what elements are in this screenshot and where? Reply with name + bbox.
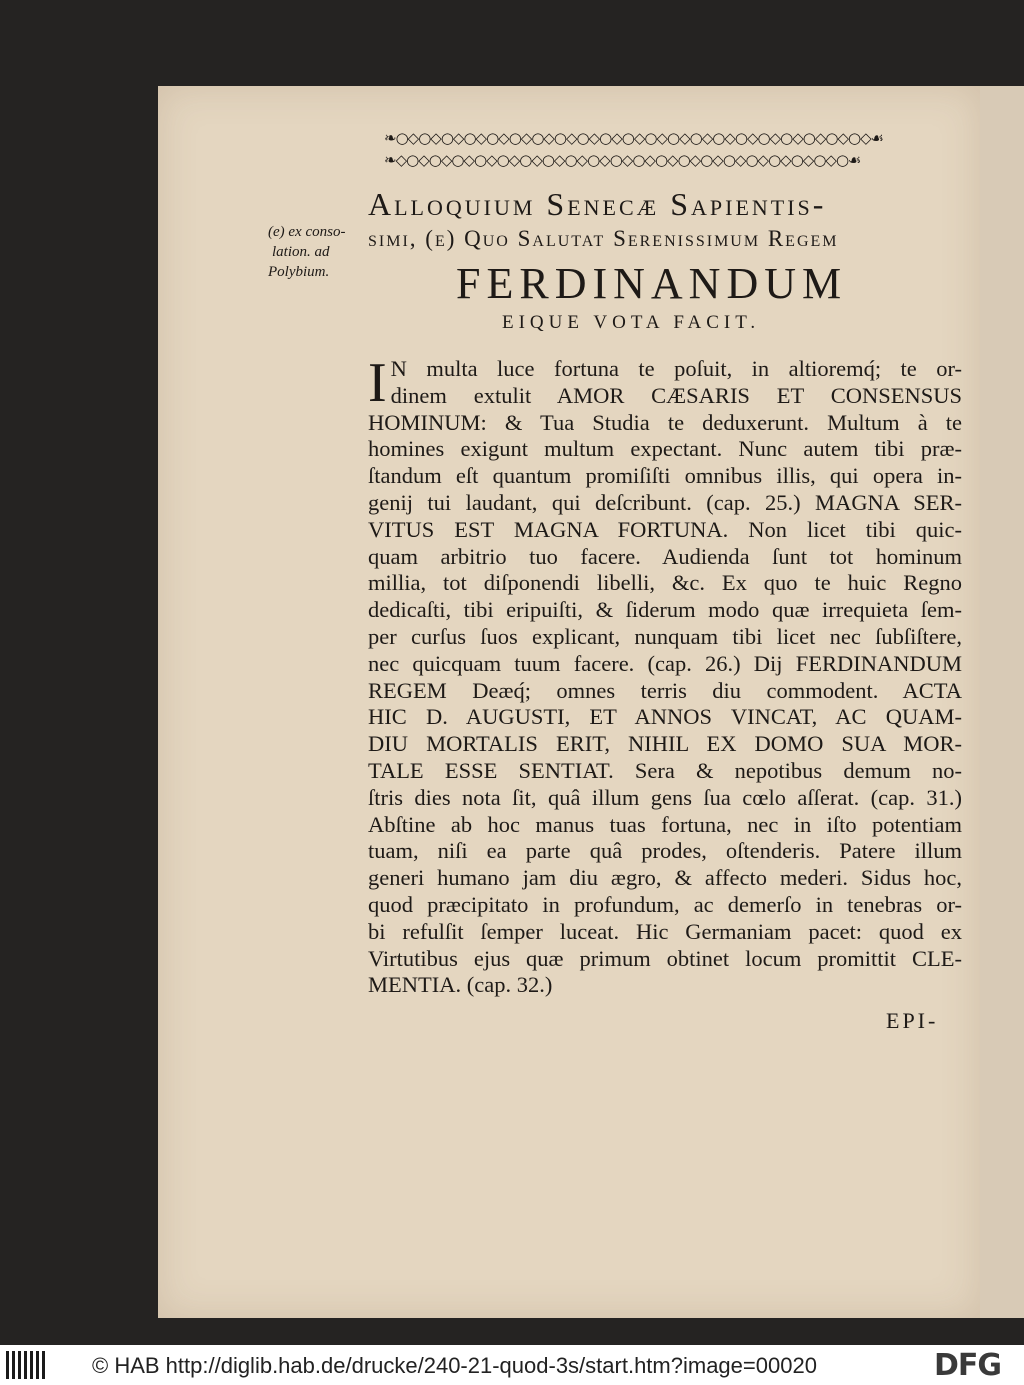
- body-text: [368, 352, 962, 999]
- heading-line-1: Alloquium Senecæ Sapientis-: [368, 186, 827, 222]
- text-line: genij tui laudant, qui deſcribunt. (cap. 25.) MAGNA SER-: [368, 489, 962, 515]
- header-ornament-row-2: ❧◇○◇○◇○◇○◇○◇○◇○◇○◇○◇○◇○◇○◇○◇○◇○◇○◇○◇○◇○◇○☙: [384, 151, 861, 169]
- margin-note-line: lation. ad: [272, 244, 330, 260]
- text-line: REGEM Deæq́; omnes terris diu commodent. ACTA: [368, 677, 962, 703]
- dfg-logo: DFG: [934, 1348, 1002, 1383]
- text-line: quod præcipitato in profundum, ac demerſo in tenebras or-: [368, 891, 962, 917]
- heading-ferdinandum: FERDINANDUM: [456, 259, 848, 308]
- heading-line-4: EIQUE VOTA FACIT.: [502, 312, 761, 333]
- text-line: ſtandum eſt quantum promiſiſti omnibus illis, qui opera in-: [368, 463, 962, 489]
- text-line: homines exigunt multum expectant. Nunc autem tibi præ-: [368, 436, 962, 462]
- text-line: generi humano jam diu ægro, & affecto mederi. Sidus hoc,: [368, 865, 962, 891]
- text-line: bi refulſit ſemper luceat. Hic Germaniam pacet: quod ex: [368, 918, 962, 944]
- text-line: dedicaſti, tibi eripuiſti, & ſiderum modo quæ irrequieta ſem-: [368, 597, 962, 623]
- header-ornament-row-1: ❧○◇○◇○◇○◇○◇○◇○◇○◇○◇○◇○◇○◇○◇○◇○◇○◇○◇○◇○◇○◇○◇☙: [384, 129, 884, 147]
- text-line: millia, tot diſponendi libelli, &c. Ex quo te huic Regno: [368, 570, 962, 596]
- text-line: quam arbitrio tuo facere. Audienda ſunt tot hominum: [368, 543, 962, 569]
- adjacent-page-edge: [975, 86, 1024, 1318]
- text-line: tuam, niſi ea parte quâ prodes, oſtenderis. Patere illum: [368, 838, 962, 864]
- text-line: TALE ESSE SENTIAT. Sera & nepotibus demum no-: [368, 757, 962, 783]
- text-line: MENTIA. (cap. 32.): [368, 972, 553, 998]
- text-line: VITUS EST MAGNA FORTUNA. Non licet tibi quic-: [368, 516, 962, 542]
- text-line: DIU MORTALIS ERIT, NIHIL EX DOMO SUA MOR-: [368, 731, 962, 757]
- margin-note-line: (e) ex conso-: [268, 224, 346, 240]
- drop-cap: I: [368, 352, 387, 414]
- text-line: HIC D. AUGUSTI, ET ANNOS VINCAT, AC QUAM-: [368, 704, 962, 730]
- text-line: Virtutibus ejus quæ primum obtinet locum promittit CLE-: [368, 945, 962, 971]
- barcode-icon: [6, 1351, 48, 1379]
- heading-line-2: simi, (e) Quo Salutat Serenissimum Regem: [368, 226, 839, 251]
- margin-note: [268, 222, 364, 282]
- text-line: ſtris dies nota ſit, quâ illum gens ſua cœlo aſſerat. (cap. 31.): [368, 784, 962, 810]
- text-line: Abſtine ab hoc manus tuas fortuna, nec in iſto potentiam: [368, 811, 962, 837]
- text-line: N multa luce fortuna te poſuit, in altioremq́; te or-: [390, 356, 962, 381]
- text-line: per curſus ſuos explicant, nunquam tibi licet nec ſubſiſtere,: [368, 623, 962, 649]
- catchword: EPI-: [886, 1008, 939, 1033]
- margin-note-line: Polybium.: [268, 264, 330, 280]
- text-line: dinem extulit AMOR CÆSARIS ET CONSENSUS: [390, 382, 962, 408]
- viewer-footer: [0, 1345, 1024, 1385]
- text-line: nec quicquam tuum facere. (cap. 26.) Dij FERDINANDUM: [368, 650, 962, 676]
- text-line: HOMINUM: & Tua Studia te deduxerunt. Multum à te: [368, 409, 962, 435]
- citation-link[interactable]: © HAB http://diglib.hab.de/drucke/240-21-quod-3s/start.htm?image=00020: [92, 1353, 817, 1378]
